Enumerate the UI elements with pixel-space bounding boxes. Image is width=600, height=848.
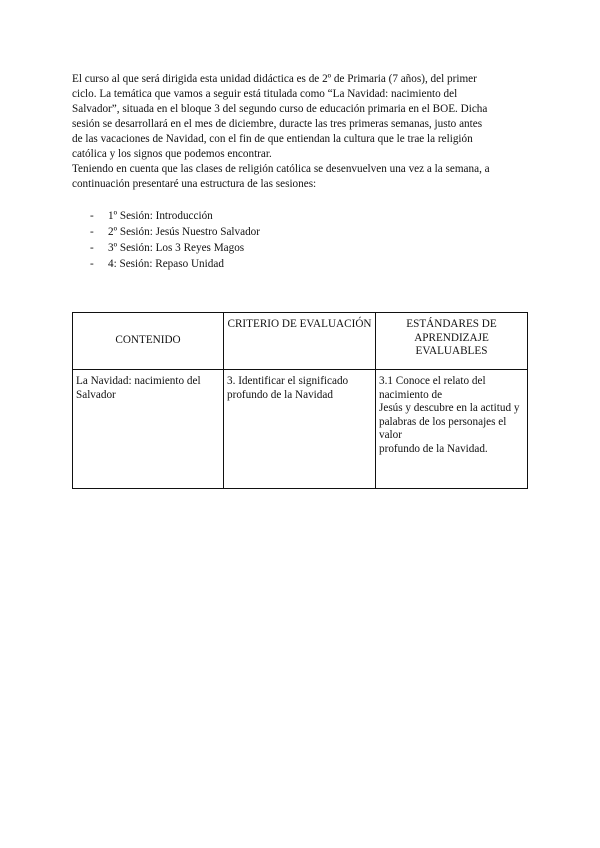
cell-criterio: 3. Identificar el significado profundo de la Navidad <box>224 370 376 489</box>
session-label: 3º Sesión: Los 3 Reyes Magos <box>108 242 245 254</box>
session-item <box>90 256 532 272</box>
estandar-line: Jesús y descubre en la actitud y <box>379 402 520 415</box>
document-page <box>72 72 532 272</box>
intro-line: Teniendo en cuenta que las clases de religión católica se desenvuelven una vez a la semana, a <box>72 163 490 175</box>
header-estandares: ESTÁNDARES DE APRENDIZAJE EVALUABLES <box>376 313 528 370</box>
intro-paragraph <box>72 72 532 192</box>
session-item <box>90 240 532 256</box>
header-criterio: CRITERIO DE EVALUACIÓN <box>224 313 376 370</box>
table-row <box>73 370 528 489</box>
intro-line: continuación presentaré una estructura de las sesiones: <box>72 178 317 190</box>
intro-line: católica y los signos que podemos encontrar. <box>72 148 272 160</box>
list-bullet: - <box>90 226 94 238</box>
header-contenido: CONTENIDO <box>73 313 224 370</box>
list-bullet: - <box>90 258 94 270</box>
intro-line: sesión se desarrollará en el mes de diciembre, duracte las tres primeras semanas, justo antes <box>72 118 483 130</box>
session-label: 2º Sesión: Jesús Nuestro Salvador <box>108 226 261 238</box>
cell-contenido: La Navidad: nacimiento del Salvador <box>73 370 224 489</box>
session-item <box>90 208 532 224</box>
intro-line: ciclo. La temática que vamos a seguir está titulada como “La Navidad: nacimiento del <box>72 88 458 100</box>
intro-line: de las vacaciones de Navidad, con el fin de que entiendan la cultura que le trae la religión <box>72 133 473 145</box>
didactic-table <box>72 312 528 489</box>
estandar-line: palabras de los personajes el valor <box>379 415 507 442</box>
session-item <box>90 224 532 240</box>
table-header-row <box>73 313 528 370</box>
sessions-list <box>72 208 532 272</box>
intro-line: El curso al que será dirigida esta unidad didáctica es de 2º de Primaria (7 años), del primer <box>72 73 477 85</box>
intro-line: Salvador”, situada en el bloque 3 del segundo curso de educación primaria en el BOE. Dicha <box>72 103 488 115</box>
estandar-line: 3.1 Conoce el relato del nacimiento de <box>379 375 486 401</box>
session-label: 1º Sesión: Introducción <box>108 210 213 222</box>
list-bullet: - <box>90 242 94 254</box>
cell-estandares <box>376 370 528 489</box>
estandar-line: profundo de la Navidad. <box>379 442 488 455</box>
list-bullet: - <box>90 210 94 222</box>
session-label: 4: Sesión: Repaso Unidad <box>108 258 224 270</box>
